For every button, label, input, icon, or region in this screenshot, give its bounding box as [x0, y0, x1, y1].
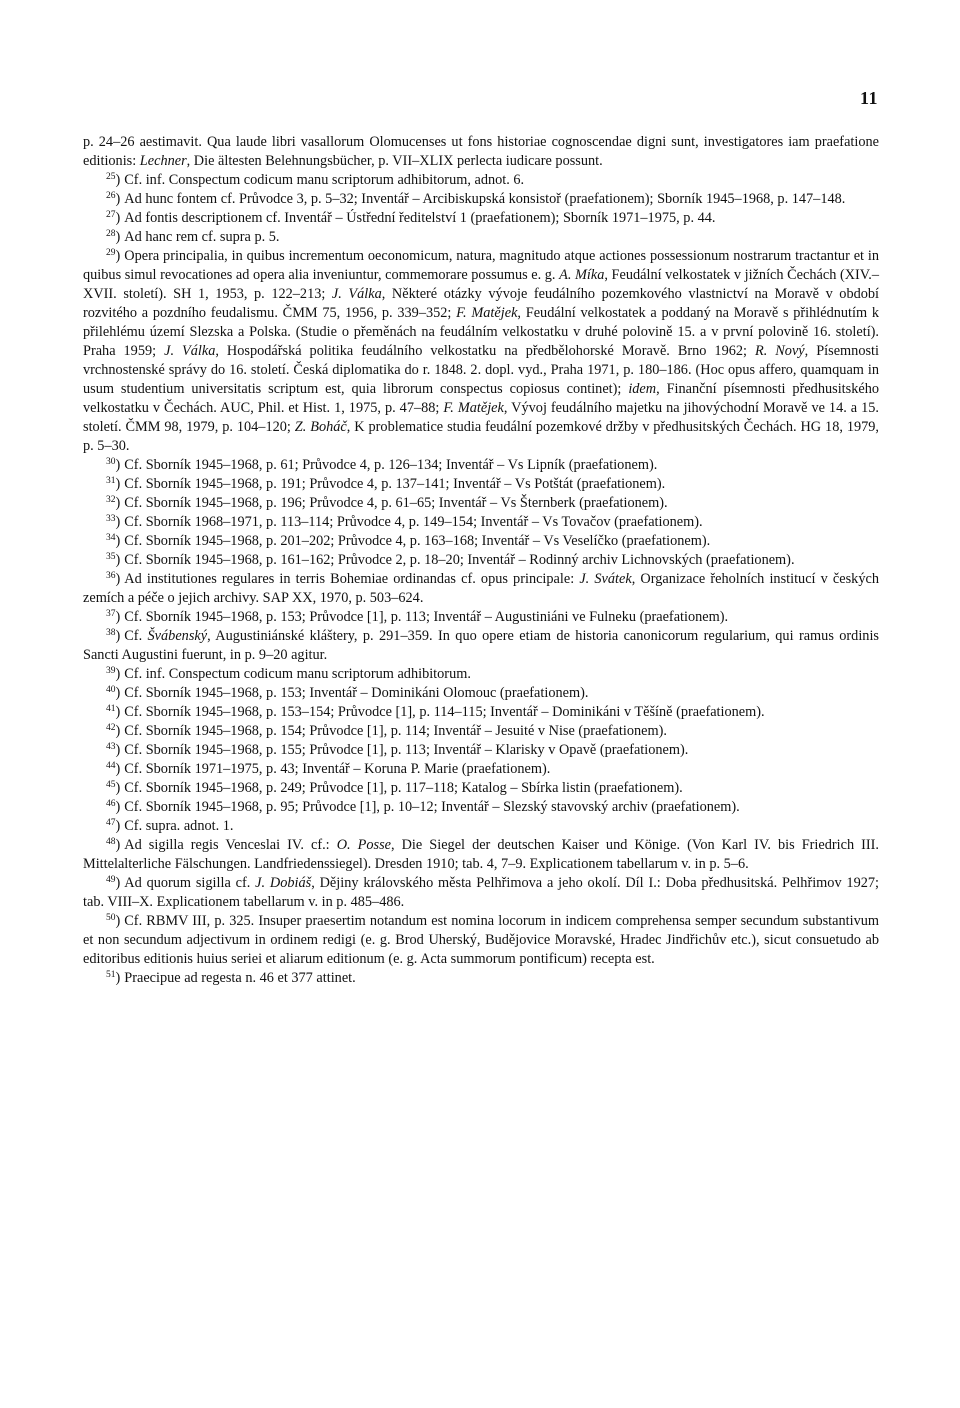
- author-name: Lechner: [139, 153, 187, 169]
- footnote-text: Cf. RBMV III, p. 325. Insuper praesertim notandum est nomina locorum in indicem comprehensa semper secundum substantivum et non secundum adjectivum in ordinem redigi (e. g. Brod Uherský, Budějovice Moravské, Hradec Jindřichův etc.), sicut consuetudo ab editoribus editionis huius seriei et aliarum editionum (e. g. Acta summorum pontificum) recepta est.: [83, 913, 879, 967]
- footnote-number: 49: [106, 875, 116, 885]
- footnote-number: 33: [106, 514, 116, 524]
- footnote-text: Cf.: [124, 628, 148, 644]
- footnote-number: 50: [106, 913, 116, 923]
- footnote-text: Cf. Sborník 1945–1968, p. 153; Průvodce [1], p. 113; Inventář – Augustiniáni ve Fulneku (praefationem).: [124, 609, 729, 625]
- footnote-paren: ): [115, 799, 121, 815]
- footnote-text: , Finanční písemnosti předhusitského velkostatku v Čechách. AUC, Phil. et Hist. 1, 1975, p. 47–88;: [83, 381, 879, 416]
- footnote-paren: ): [115, 210, 121, 226]
- footnote-paren: ): [115, 970, 121, 986]
- footnote-49: [83, 874, 879, 912]
- footnote-text: , Hospodářská politika feudálního velkostatku na předbělohorské Moravě. Brno 1962;: [215, 343, 755, 359]
- footnote-number: 41: [106, 704, 116, 714]
- footnote-text: , Vývoj feudálního majetku na jihovýchodní Moravě ve 14. a 15. století. ČMM 98, 1979, p. 104–120;: [83, 400, 880, 435]
- footnote-text: Ad fontis descriptionem cf. Inventář – Ústřední ředitelství 1 (praefationem); Sborník 1971–1975, p. 44.: [124, 210, 716, 226]
- footnote-text: Cf. Sborník 1945–1968, p. 153–154; Průvodce [1], p. 114–115; Inventář – Dominikáni v Těšíně (praefationem).: [124, 704, 765, 720]
- footnote-number: 25: [106, 172, 116, 182]
- footnote-text: Cf. Sborník 1945–1968, p. 95; Průvodce [1], p. 10–12; Inventář – Slezský stavovský archiv (praefationem).: [124, 799, 740, 815]
- footnote-31: [83, 475, 879, 494]
- author-name: J. Dobiáš: [255, 875, 312, 891]
- footnote-paren: ): [115, 571, 121, 587]
- footnote-text: Ad hunc fontem cf. Průvodce 3, p. 5–32; Inventář – Arcibiskupská konsistoř (praefationem); Sborník 1945–1968, p. 147–148.: [124, 191, 846, 207]
- footnote-text: Ad hanc rem cf. supra p. 5.: [124, 229, 280, 245]
- footnote-number: 26: [106, 191, 116, 201]
- footnote-number: 38: [106, 628, 116, 638]
- footnote-number: 40: [106, 685, 116, 695]
- footnote-paren: ): [115, 761, 121, 777]
- footnote-25: [83, 171, 879, 190]
- footnote-text: Cf. Sborník 1945–1968, p. 249; Průvodce [1], p. 117–118; Katalog – Sbírka listin (praefationem).: [124, 780, 683, 796]
- footnote-number: 29: [106, 248, 116, 258]
- author-name: O. Posse: [336, 837, 391, 853]
- footnote-text: Cf. Sborník 1945–1968, p. 196; Průvodce 4, p. 61–65; Inventář – Vs Šternberk (praefationem).: [124, 495, 668, 511]
- footnote-number: 35: [106, 552, 116, 562]
- footnote-text: , K problematice studia feudální pozemkové držby v předhusitských Čechách. HG 18, 1979, p. 5–30.: [83, 419, 880, 454]
- footnote-paren: ): [115, 875, 121, 891]
- footnote-42: [83, 722, 879, 741]
- footnote-text: Cf. Sborník 1945–1968, p. 201–202; Průvodce 4, p. 163–168; Inventář – Vs Veselíčko (praefationem).: [124, 533, 711, 549]
- footnote-paren: ): [115, 172, 121, 188]
- footnote-number: 32: [106, 495, 116, 505]
- footnote-number: 28: [106, 229, 116, 239]
- footnote-text: Ad quorum sigilla cf.: [124, 875, 256, 891]
- footnote-text: Cf. Sborník 1968–1971, p. 113–114; Průvodce 4, p. 149–154; Inventář – Vs Tovačov (praefationem).: [124, 514, 703, 530]
- footnote-number: 37: [106, 609, 116, 619]
- footnote-28: [83, 228, 879, 247]
- footnote-text: , Feudální velkostatek v jižních Čechách (XIV.–XVII. století). SH 1, 1953, p. 122–213;: [83, 267, 879, 302]
- author-name: Švábenský: [147, 628, 208, 644]
- footnote-paren: ): [115, 514, 121, 530]
- footnote-36: [83, 570, 879, 608]
- author-name: J. Válka: [331, 286, 382, 302]
- footnote-text: Praecipue ad regesta n. 46 et 377 attinet.: [124, 970, 356, 986]
- footnote-35: [83, 551, 879, 570]
- footnote-text: , Die ältesten Belehnungsbücher, p. VII–XLIX perlecta iudicare possunt.: [186, 153, 603, 169]
- footnote-text: Cf. Sborník 1945–1968, p. 61; Průvodce 4, p. 126–134; Inventář – Vs Lipník (praefationem).: [124, 457, 658, 473]
- footnote-43: [83, 741, 879, 760]
- footnote-number: 51: [106, 970, 116, 980]
- footnote-37: [83, 608, 879, 627]
- footnote-number: 36: [106, 571, 116, 581]
- footnote-text: Cf. Sborník 1945–1968, p. 154; Průvodce [1], p. 114; Inventář – Jesuité v Nise (praefationem).: [124, 723, 667, 739]
- footnote-paren: ): [115, 533, 121, 549]
- footnote-45: [83, 779, 879, 798]
- footnote-38: [83, 627, 879, 665]
- footnote-44: [83, 760, 879, 779]
- footnote-41: [83, 703, 879, 722]
- footnote-paren: ): [115, 248, 121, 264]
- footnote-27: [83, 209, 879, 228]
- footnote-26: [83, 190, 879, 209]
- footnote-number: 44: [106, 761, 116, 771]
- author-name: idem: [628, 381, 657, 397]
- footnote-text: Cf. inf. Conspectum codicum manu scriptorum adhibitorum, adnot. 6.: [124, 172, 525, 188]
- footnote-number: 46: [106, 799, 116, 809]
- footnote-continuation: [83, 133, 879, 171]
- footnote-39: [83, 665, 879, 684]
- footnote-text: Cf. inf. Conspectum codicum manu scriptorum adhibitorum.: [124, 666, 471, 682]
- footnote-number: 27: [106, 210, 116, 220]
- footnote-text: , Organizace řeholních institucí v českých zemích a péče o jejich archivy. SAP XX, 1970, p. 503–624.: [83, 571, 879, 606]
- footnote-paren: ): [115, 780, 121, 796]
- footnote-paren: ): [115, 818, 121, 834]
- footnote-34: [83, 532, 879, 551]
- author-name: J. Válka: [164, 343, 216, 359]
- footnote-text: , Feudální velkostatek a poddaný na Moravě s přihlédnutím k přilehlému území Slezska a Polska. (Studie o přeměnách na feudálním velkostatku v druhé polovině 15. a v první polovině 16. století). Praha 1959;: [83, 305, 880, 359]
- footnote-number: 47: [106, 818, 116, 828]
- footnote-text: Opera principalia, in quibus incrementum oeconomicum, natura, magnitudo atque actiones possessionum nostrarum tractantur et in quibus simul revocationes ad opera alia inveniuntur, commemorare possumus e. g.: [83, 248, 879, 283]
- author-name: F. Matějek: [456, 305, 518, 321]
- footnote-text: Cf. Sborník 1945–1968, p. 153; Inventář – Dominikáni Olomouc (praefationem).: [124, 685, 589, 701]
- footnotes-section: [83, 133, 879, 988]
- footnote-text: , Die Siegel der deutschen Kaiser und Könige. (Von Karl IV. bis Friedrich III. Mittelalterliche Fälschungen. Landfriedenssiegel). Dresden 1910; tab. 4, 7–9. Explicationem tabellarum v. in p. 5–6.: [83, 837, 879, 872]
- footnote-paren: ): [115, 229, 121, 245]
- author-name: R. Nový: [754, 343, 805, 359]
- footnote-paren: ): [115, 628, 121, 644]
- footnote-paren: ): [115, 837, 121, 853]
- author-name: F. Matějek: [443, 400, 504, 416]
- footnote-text: , Písemnosti vrchnostenské správy do 16. století. Česká diplomatika do r. 1848. 2. dopl. vyd., Praha 1971, p. 180–186. (Hoc opus affero, quamquam in usum studentium universitatis scriptum est, quia librorum conspectus copiosus continet);: [83, 343, 879, 397]
- footnote-number: 30: [106, 457, 116, 467]
- footnote-50: [83, 912, 879, 969]
- footnote-46: [83, 798, 879, 817]
- footnote-48: [83, 836, 879, 874]
- footnote-paren: ): [115, 552, 121, 568]
- footnote-text: , Dějiny královského města Pelhřimova a jeho okolí. Díl I.: Doba předhusitská. Pelhřimov 1927; tab. VIII–X. Explicationem tabellarum v. in p. 485–486.: [83, 875, 879, 910]
- page-number: 11: [859, 88, 878, 108]
- footnote-paren: ): [115, 609, 121, 625]
- footnote-number: 45: [106, 780, 116, 790]
- footnote-paren: ): [115, 685, 121, 701]
- footnote-text: , Některé otázky vývoje feudálního pozemkového vlastnictví na Moravě v období rozvitého a pozdního feudalismu. ČMM 75, 1956, p. 339–352;: [83, 286, 880, 321]
- footnote-number: 43: [106, 742, 116, 752]
- footnote-paren: ): [115, 495, 121, 511]
- footnote-text: Cf. supra. adnot. 1.: [124, 818, 234, 834]
- footnote-paren: ): [115, 723, 121, 739]
- footnote-51: [83, 969, 879, 988]
- author-name: J. Svátek: [579, 571, 632, 587]
- footnote-47: [83, 817, 879, 836]
- author-name: Z. Boháč: [294, 419, 347, 435]
- footnote-text: Ad institutiones regulares in terris Bohemiae ordinandas cf. opus principale:: [124, 571, 580, 587]
- footnote-text: p. 24–26 aestimavit. Qua laude libri vasallorum Olomucenses ut fons historiae cognoscendae digni sunt, investigatores iam praefatione editionis:: [83, 134, 879, 169]
- footnote-33: [83, 513, 879, 532]
- footnote-text: Cf. Sborník 1945–1968, p. 155; Průvodce [1], p. 113; Inventář – Klarisky v Opavě (praefationem).: [124, 742, 689, 758]
- footnote-number: 31: [106, 476, 116, 486]
- footnote-29: [83, 247, 879, 456]
- footnote-text: Cf. Sborník 1945–1968, p. 161–162; Průvodce 2, p. 18–20; Inventář – Rodinný archiv Lichnovských (praefationem).: [124, 552, 795, 568]
- footnote-40: [83, 684, 879, 703]
- footnote-paren: ): [115, 191, 121, 207]
- footnote-paren: ): [115, 704, 121, 720]
- footnote-paren: ): [115, 913, 121, 929]
- footnote-number: 39: [106, 666, 116, 676]
- footnote-paren: ): [115, 742, 121, 758]
- footnote-text: , Augustiniánské kláštery, p. 291–359. In quo opere etiam de historia canonicorum regularium, qui ramus ordinis Sancti Augustini fuerunt, in p. 9–20 agitur.: [83, 628, 879, 663]
- footnote-30: [83, 456, 879, 475]
- footnote-paren: ): [115, 457, 121, 473]
- footnote-32: [83, 494, 879, 513]
- footnote-text: Cf. Sborník 1971–1975, p. 43; Inventář – Koruna P. Marie (praefationem).: [124, 761, 551, 777]
- footnote-text: Ad sigilla regis Venceslai IV. cf.:: [124, 837, 337, 853]
- footnote-paren: ): [115, 476, 121, 492]
- author-name: A. Míka: [559, 267, 605, 283]
- footnote-text: Cf. Sborník 1945–1968, p. 191; Průvodce 4, p. 137–141; Inventář – Vs Potštát (praefationem).: [124, 476, 666, 492]
- footnote-number: 48: [106, 837, 116, 847]
- footnote-paren: ): [115, 666, 121, 682]
- footnote-number: 34: [106, 533, 116, 543]
- footnote-number: 42: [106, 723, 116, 733]
